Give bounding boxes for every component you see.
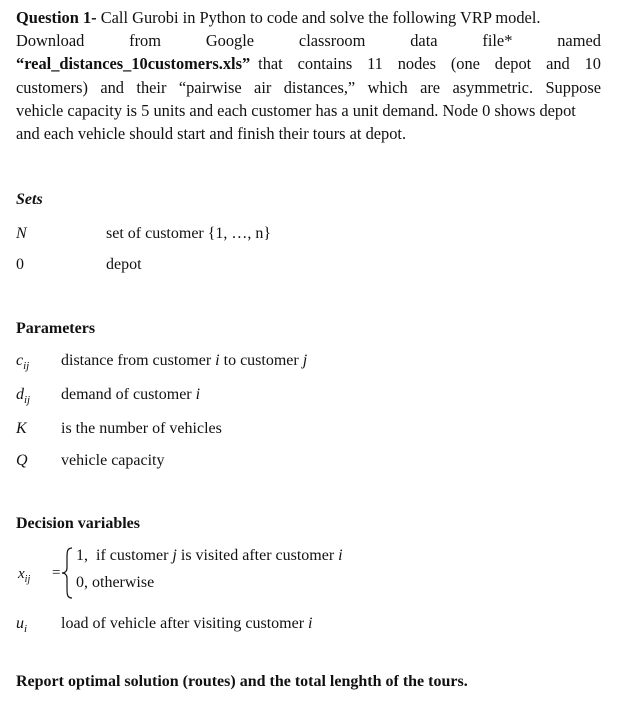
var-symbol-ui: $u_i$ — [16, 615, 28, 636]
set-description-depot: depot — [106, 256, 142, 273]
decision-variables-heading: Decision variables — [16, 515, 140, 532]
question-line-3: “real_distances_10customers.xls” that contains 11 nodes (one depot and 10 — [16, 52, 601, 75]
xij-definition — [16, 546, 436, 602]
left-brace-icon — [60, 546, 74, 600]
data-filename: “real_distances_10customers.xls” — [16, 54, 251, 74]
xij-case-otherwise: 0, otherwise — [76, 574, 155, 591]
param-symbol-dij: $d_{ij}$ — [16, 386, 31, 407]
set-symbol-depot: 0 — [16, 256, 24, 273]
sets-heading: Sets — [16, 191, 43, 208]
question-line-1: Question 1- Call Gurobi in Python to code and solve the following VRP model. — [16, 8, 541, 27]
question-text — [16, 6, 601, 145]
param-symbol-q: Q — [16, 452, 28, 469]
xij-symbol: $x_{ij}$ — [18, 566, 31, 585]
question-line-6: and each vehicle should start and finish their tours at depot. — [16, 124, 407, 144]
question-line-5: vehicle capacity is 5 units and each customer has a unit demand. Node 0 shows depot — [16, 100, 576, 120]
param-description-k: is the number of vehicles — [61, 420, 222, 437]
param-description-q: vehicle capacity — [61, 452, 165, 469]
question-line-2: Download from Google classroom data file* named — [16, 31, 601, 51]
question-label: Question 1- — [16, 8, 97, 27]
equals-sign: = — [52, 565, 61, 581]
param-description-dij: demand of customer i — [61, 386, 201, 403]
parameters-heading: Parameters — [16, 320, 96, 337]
question-line-4: customers) and their “pairwise air distances,” which are asymmetric. Suppose — [16, 77, 601, 97]
param-symbol-k: K — [16, 420, 27, 437]
param-symbol-cij: $c_{ij}$ — [16, 352, 30, 373]
report-instruction: Report optimal solution (routes) and the total lenghth of the tours. — [16, 673, 468, 690]
param-description-cij: distance from customer i to customer j — [61, 352, 308, 369]
set-description-n: set of customer {1, …, n} — [106, 225, 272, 242]
xij-case-visited: 1, if customer j is visited after customer i — [76, 547, 343, 564]
set-symbol-n: N — [16, 225, 27, 242]
var-description-ui: load of vehicle after visiting customer i — [61, 615, 313, 632]
